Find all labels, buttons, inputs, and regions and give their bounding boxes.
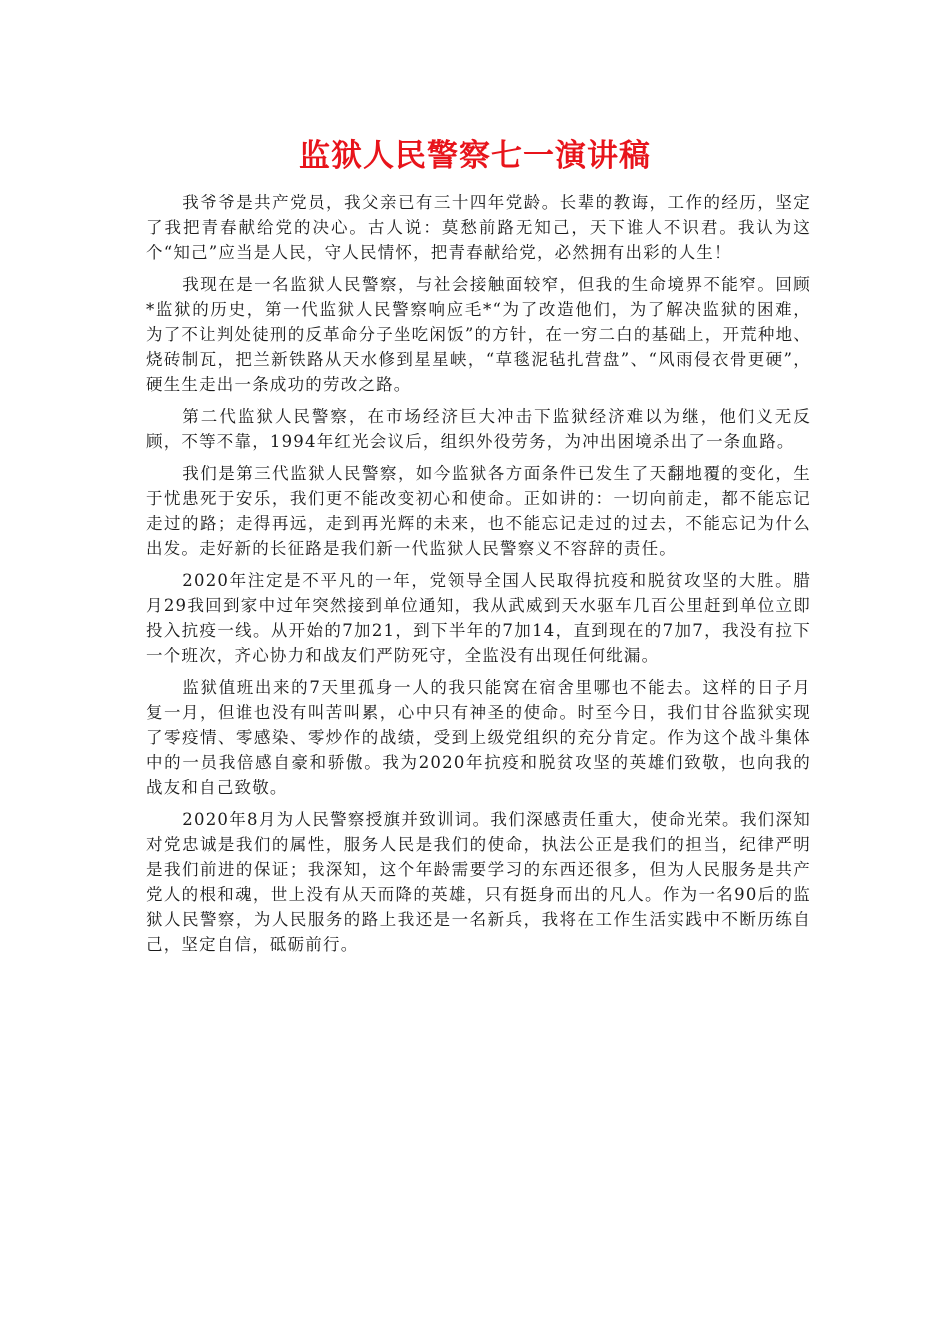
paragraph-4: 我们是第三代监狱人民警察，如今监狱各方面条件已发生了天翻地覆的变化，生于忧患死于安乐，我们更不能改变初心和使命。正如讲的：一切向前走，都不能忘记走过的路；走得再远，走到再光辉的未来，也不能忘记走过的过去，不能忘记为什么出发。走好新的长征路是我们新一代监狱人民警察义不容辞的责任。 <box>146 464 811 558</box>
paragraph-2: 我现在是一名监狱人民警察，与社会接触面较窄，但我的生命境界不能窄。回顾*监狱的历史，第一代监狱人民警察响应毛*“为了改造他们，为了解决监狱的困难，为了不让判处徒刑的反革命分子坐吃闲饭”的方针，在一穷二白的基础上，开荒种地、烧砖制瓦，把兰新铁路从天水修到星星峡，“草毯泥毡扎营盘”、“风雨侵衣骨更硬”，硬生生走出一条成功的劳改之路。 <box>146 275 811 394</box>
paragraph-7: 2020年8月为人民警察授旗并致训词。我们深感责任重大，使命光荣。我们深知对党忠诚是我们的属性，服务人民是我们的使命，执法公正是我们的担当，纪律严明是我们前进的保证；我深知，这个年龄需要学习的东西还很多，但为人民服务是共产党人的根和魂，世上没有从天而降的英雄，只有挺身而出的凡人。作为一名90后的监狱人民警察，为人民服务的路上我还是一名新兵，我将在工作生活实践中不断历练自己，坚定自信，砥砺前行。 <box>146 810 811 954</box>
paragraph-1: 我爷爷是共产党员，我父亲已有三十四年党龄。长辈的教诲，工作的经历，坚定了我把青春献给党的决心。古人说：莫愁前路无知己，天下谁人不识君。我认为这个“知己”应当是人民，守人民情怀，把青春献给党，必然拥有出彩的人生！ <box>146 193 811 262</box>
paragraph-6: 监狱值班出来的7天里孤身一人的我只能窝在宿舍里哪也不能去。这样的日子月复一月，但谁也没有叫苦叫累，心中只有神圣的使命。时至今日，我们甘谷监狱实现了零疫情、零感染、零炒作的战绩，受到上级党组织的充分肯定。作为这个战斗集体中的一员我倍感自豪和骄傲。我为2020年抗疫和脱贫攻坚的英雄们致敬，也向我的战友和自己致敬。 <box>146 678 811 797</box>
document-body <box>146 190 811 964</box>
document-title: 监狱人民警察七一演讲稿 <box>299 138 651 174</box>
paragraph-3: 第二代监狱人民警察，在市场经济巨大冲击下监狱经济难以为继，他们义无反顾，不等不靠，1994年红光会议后，组织外役劳务，为冲出困境杀出了一条血路。 <box>146 407 811 451</box>
paragraph-5: 2020年注定是不平凡的一年，党领导全国人民取得抗疫和脱贫攻坚的大胜。腊月29我回到家中过年突然接到单位通知，我从武威到天水驱车几百公里赶到单位立即投入抗疫一线。从开始的7加21，到下半年的7加14，直到现在的7加7，我没有拉下一个班次，齐心协力和战友们严防死守，全监没有出现任何纰漏。 <box>146 571 811 665</box>
